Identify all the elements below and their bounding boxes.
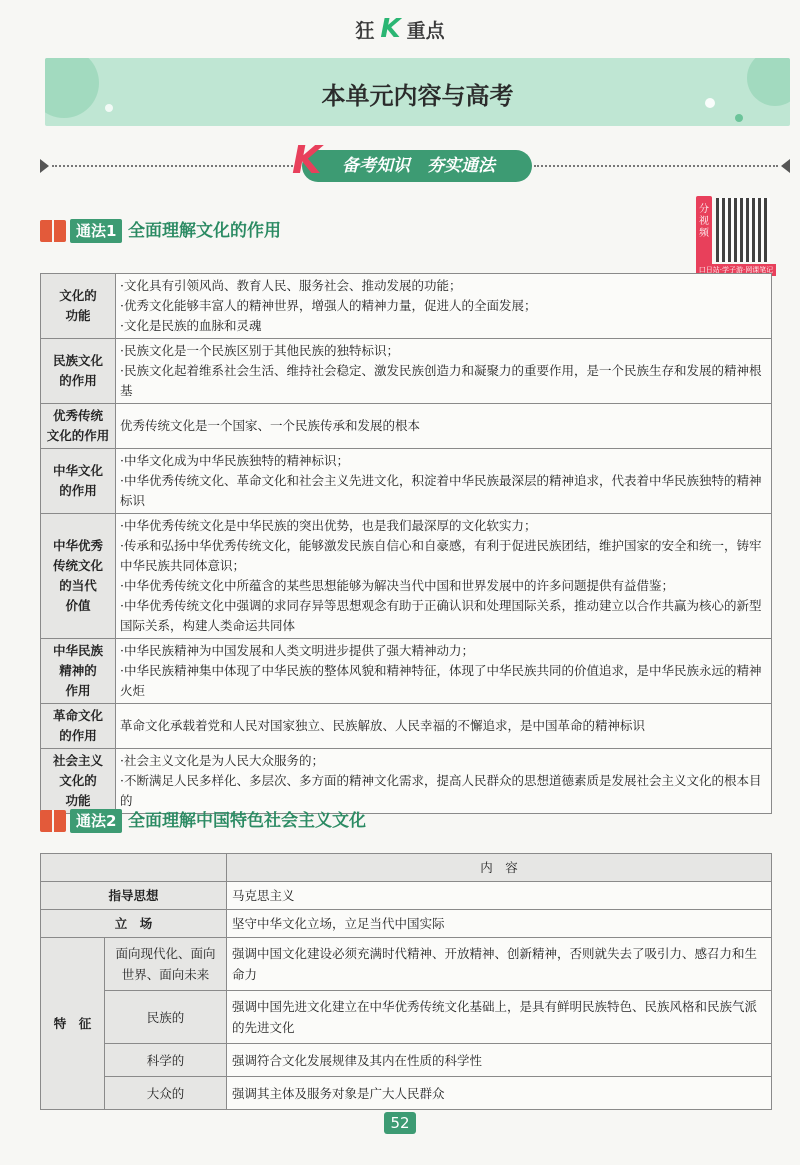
content-line: 优秀传统文化是一个国家、一个民族传承和发展的根本 <box>120 418 421 433</box>
row-heading <box>41 404 116 449</box>
row-heading-line: 精神的 <box>59 663 97 678</box>
row-label: 立 场 <box>41 910 227 938</box>
content-line: ·文化是民族的血脉和灵魂 <box>120 318 262 333</box>
row-sublabel: 大众的 <box>105 1077 227 1110</box>
method2-tag: 通法2 <box>70 809 122 833</box>
row-content: 坚守中华文化立场，立足当代中国实际 <box>227 910 772 938</box>
content-line: ·中华优秀传统文化、革命文化和社会主义先进文化，积淀着中华民族最深层的精神追求，代表着中华民族独特的精神标识 <box>120 473 762 508</box>
row-heading <box>41 514 116 639</box>
method1-tag: 通法1 <box>70 219 122 243</box>
table-row <box>41 1044 772 1077</box>
table-row <box>41 991 772 1044</box>
row-heading-line: 社会主义 <box>52 753 103 768</box>
table-row <box>41 938 772 991</box>
content-line: ·不断满足人民多样化、多层次、多方面的精神文化需求，提高人民群众的思想道德素质是发展社会主义文化的根本目的 <box>120 773 762 808</box>
content-line: ·中华民族精神集中体现了中华民族的整体风貌和精神特征，体现了中华民族共同的价值追求，是中华民族永远的精神火炬 <box>120 663 762 698</box>
row-content <box>116 274 772 339</box>
row-heading <box>41 639 116 704</box>
row-content <box>116 404 772 449</box>
table-row <box>41 910 772 938</box>
content-line: ·中华优秀传统文化中所蕴含的某些思想能够为解决当代中国和世界发展中的许多问题提供有益借鉴； <box>120 578 674 593</box>
row-heading-line: 的当代 <box>59 578 97 593</box>
table-row <box>41 704 772 749</box>
table-row <box>41 882 772 910</box>
table-header-content: 内 容 <box>227 854 772 882</box>
row-heading <box>41 339 116 404</box>
row-heading-line: 民族文化 <box>52 353 103 368</box>
content-line: ·文化具有引领风尚、教育人民、服务社会、推动发展的功能； <box>120 278 462 293</box>
socialist-culture-table <box>40 853 772 1110</box>
row-label: 指导思想 <box>41 882 227 910</box>
table-row <box>41 404 772 449</box>
qr-side-label: 分视频 <box>696 196 712 266</box>
row-heading-line: 中华文化 <box>52 463 103 478</box>
header-left: 狂 <box>355 20 375 42</box>
section-pill <box>292 138 532 182</box>
row-content <box>116 704 772 749</box>
qr-code-icon[interactable] <box>716 198 770 262</box>
unit-banner <box>45 58 790 126</box>
content-line: ·中华优秀传统文化中强调的求同存异等思想观念有助于正确认识和处理国际关系，推动建立以合作共赢为核心的新型国际关系，构建人类命运共同体 <box>120 598 762 633</box>
row-content <box>116 449 772 514</box>
row-heading <box>41 704 116 749</box>
method2-title: 全面理解中国特色社会主义文化 <box>128 811 366 831</box>
row-content: 强调符合文化发展规律及其内在性质的科学性 <box>227 1044 772 1077</box>
arrow-left-icon <box>40 159 49 173</box>
header-right: 重点 <box>406 20 445 42</box>
row-heading-line: 价值 <box>65 598 91 613</box>
row-heading-line: 的作用 <box>59 373 97 388</box>
table-row <box>41 749 772 814</box>
table-row <box>41 339 772 404</box>
row-heading-line: 优秀传统 <box>52 408 103 423</box>
content-line: ·社会主义文化是为人民大众服务的； <box>120 753 324 768</box>
qr-code-block[interactable] <box>696 196 776 278</box>
culture-role-table <box>40 273 772 814</box>
row-heading <box>41 749 116 814</box>
content-line: ·传承和弘扬中华优秀传统文化，能够激发民族自信心和自豪感，有利于促进民族团结，维护国家的安全和统一，铸牢中华民族共同体意识； <box>120 538 762 573</box>
row-content <box>116 339 772 404</box>
row-content: 强调其主体及服务对象是广大人民群众 <box>227 1077 772 1110</box>
row-heading-line: 的作用 <box>59 483 97 498</box>
row-heading-line: 中华优秀 <box>52 538 103 553</box>
page-header <box>0 14 800 44</box>
row-sublabel: 面向现代化、面向世界、面向未来 <box>105 938 227 991</box>
content-line: ·中华文化成为中华民族独特的精神标识； <box>120 453 349 468</box>
row-content: 强调中国文化建设必须充满时代精神、开放精神、创新精神，否则就失去了吸引力、感召力和生命力 <box>227 938 772 991</box>
arrow-right-icon <box>781 159 790 173</box>
content-line: ·优秀文化能够丰富人的精神世界，增强人的精神力量，促进人的全面发展； <box>120 298 537 313</box>
content-line: ·中华民族精神为中国发展和人类文明进步提供了强大精神动力； <box>120 643 474 658</box>
content-line: 革命文化承载着党和人民对国家独立、民族解放、人民幸福的不懈追求，是中国革命的精神标识 <box>120 718 646 733</box>
table-row <box>41 639 772 704</box>
row-content <box>116 749 772 814</box>
banner-title: 本单元内容与高考 <box>321 81 514 110</box>
row-sublabel: 民族的 <box>105 991 227 1044</box>
table-header-row <box>41 854 772 882</box>
book-icon <box>40 810 66 832</box>
k-logo-icon: K <box>292 138 322 182</box>
table-row <box>41 449 772 514</box>
row-heading <box>41 274 116 339</box>
row-heading-line: 功能 <box>65 793 91 808</box>
dotted-divider <box>534 165 778 167</box>
row-sublabel: 科学的 <box>105 1044 227 1077</box>
section-bar <box>40 138 790 184</box>
row-heading-line: 传统文化 <box>52 558 103 573</box>
k-logo-icon: K <box>380 14 401 44</box>
content-line: ·民族文化是一个民族区别于其他民族的独特标识； <box>120 343 399 358</box>
page-number: 52 <box>384 1112 416 1134</box>
section-pill-label: 备考知识 夯实通法 <box>342 156 495 176</box>
row-content <box>116 639 772 704</box>
row-content <box>116 514 772 639</box>
method1-heading <box>40 218 440 244</box>
qr-caption: 口日站·学子游·网课笔记 <box>696 264 776 276</box>
row-content: 马克思主义 <box>227 882 772 910</box>
row-heading-line: 文化的 <box>59 773 97 788</box>
table-row <box>41 274 772 339</box>
content-line: ·中华优秀传统文化是中华民族的突出优势，也是我们最深厚的文化软实力； <box>120 518 537 533</box>
row-heading-line: 功能 <box>65 308 91 323</box>
row-content: 强调中国先进文化建立在中华优秀传统文化基础上，是具有鲜明民族特色、民族风格和民族气派的先进文化 <box>227 991 772 1044</box>
row-heading-line: 革命文化 <box>52 708 103 723</box>
row-heading-line: 作用 <box>65 683 91 698</box>
feature-label: 特 征 <box>41 938 105 1110</box>
table-header-empty <box>41 854 227 882</box>
decor-dot-icon <box>735 114 743 122</box>
row-heading-line: 中华民族 <box>52 643 103 658</box>
row-heading <box>41 449 116 514</box>
content-line: ·民族文化起着维系社会生活、维持社会稳定、激发民族创造力和凝聚力的重要作用，是一个民族生存和发展的精神根基 <box>120 363 762 398</box>
method2-heading <box>40 808 500 834</box>
book-icon <box>40 220 66 242</box>
table-row <box>41 1077 772 1110</box>
dotted-divider <box>52 165 300 167</box>
method1-title: 全面理解文化的作用 <box>128 221 281 241</box>
table-row <box>41 514 772 639</box>
row-heading-line: 文化的 <box>59 288 97 303</box>
row-heading-line: 的作用 <box>59 728 97 743</box>
row-heading-line: 文化的作用 <box>46 428 110 443</box>
